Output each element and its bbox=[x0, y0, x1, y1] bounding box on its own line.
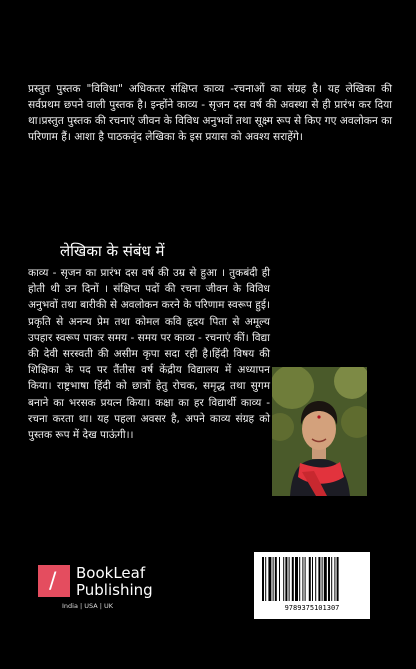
barcode-bar bbox=[262, 557, 264, 601]
about-author-heading: लेखिका के संबंध में bbox=[60, 242, 165, 260]
barcode-bar bbox=[328, 557, 330, 601]
barcode-bar bbox=[292, 557, 294, 601]
barcode-bar bbox=[268, 557, 271, 601]
publisher-name-line1: BookLeaf bbox=[76, 564, 146, 582]
barcode-bar bbox=[315, 557, 316, 601]
isbn-barcode bbox=[254, 552, 370, 619]
author-photo bbox=[272, 367, 367, 496]
barcode-bar bbox=[302, 557, 303, 601]
publisher-regions: India | USA | UK bbox=[62, 602, 114, 610]
barcode-bar bbox=[299, 557, 300, 601]
barcode-bar bbox=[334, 557, 335, 601]
publisher-name-line2: Publishing bbox=[76, 581, 153, 599]
barcode-bar bbox=[337, 557, 339, 601]
barcode-bar bbox=[273, 557, 274, 601]
barcode-bar bbox=[279, 557, 280, 601]
barcode-bar bbox=[312, 557, 313, 601]
barcode-bar bbox=[324, 557, 327, 601]
barcode-bar bbox=[275, 557, 277, 601]
isbn-number: 9789375101307 bbox=[284, 604, 340, 612]
barcode-bar bbox=[283, 557, 284, 601]
about-author-paragraph: काव्य - सृजन का प्रारंभ दस वर्ष की उम्र से हुआ । तुकबंदी ही होती थी उन दिनों । संक्षिप्त पदों की रचना जीवन के विविध अनुभवों तथा बारीकी से अवलोकन करने के परिणाम स्वरूप हुई। प्रकृति से अनन्य प्रेम तथा कोमल कवि हृदय पिता से अमूल्य उपहार स्वरूप पाकर समय - समय पर काव्य - रचनाएं कीं। विद्या की देवी सरस्वती की असीम कृपा सदा रही है।हिंदी विषय की शिक्षिका के पद पर तैंतीस वर्ष केंद्रीय विद्यालय में अध्यापन किया। राष्ट्रभाषा हिंदी को छात्रों हेतु रोचक, समृद्ध तथा सुगम बनाने का भरसक प्रयत्न किया। कक्षा का हर विद्यार्थी काव्य - रचना करता था। यह पहला अवसर है, अपने काव्य संग्रह को पुस्तक रूप में देख पाऊंगी।। bbox=[28, 267, 270, 442]
publisher-name bbox=[76, 565, 153, 599]
bookleaf-logo-icon bbox=[38, 565, 70, 597]
logo-slash: / bbox=[49, 569, 57, 594]
barcode-bar bbox=[295, 557, 298, 601]
intro-paragraph: प्रस्तुत पुस्तक "विविधा" अधिकतर संक्षिप्त काव्य -रचनाओं का संग्रह है। यह लेखिका की सर्वप्रथम छपने वाली पुस्तक है। इन्होंने काव्य - सृजन दस वर्ष की अवस्था से ही प्रारंभ कर दिया था।प्रस्तुत पुस्तक की रचनाएं जीवन के विविध अनुभवों तथा सूक्ष्म रूप से किए गए अवलोकन का परिणाम हैं। आशा है पाठकवृंद लेखिका के इस प्रयास को अवश्य सराहेंगे। bbox=[28, 83, 392, 143]
barcode-bars bbox=[262, 557, 362, 601]
barcode-bar bbox=[322, 557, 323, 601]
barcode-bar bbox=[289, 557, 290, 601]
barcode-bar bbox=[265, 557, 266, 601]
barcode-bar bbox=[318, 557, 320, 601]
barcode-bar bbox=[285, 557, 287, 601]
barcode-bar bbox=[331, 557, 332, 601]
barcode-bar bbox=[305, 557, 306, 601]
barcode-bar bbox=[309, 557, 311, 601]
